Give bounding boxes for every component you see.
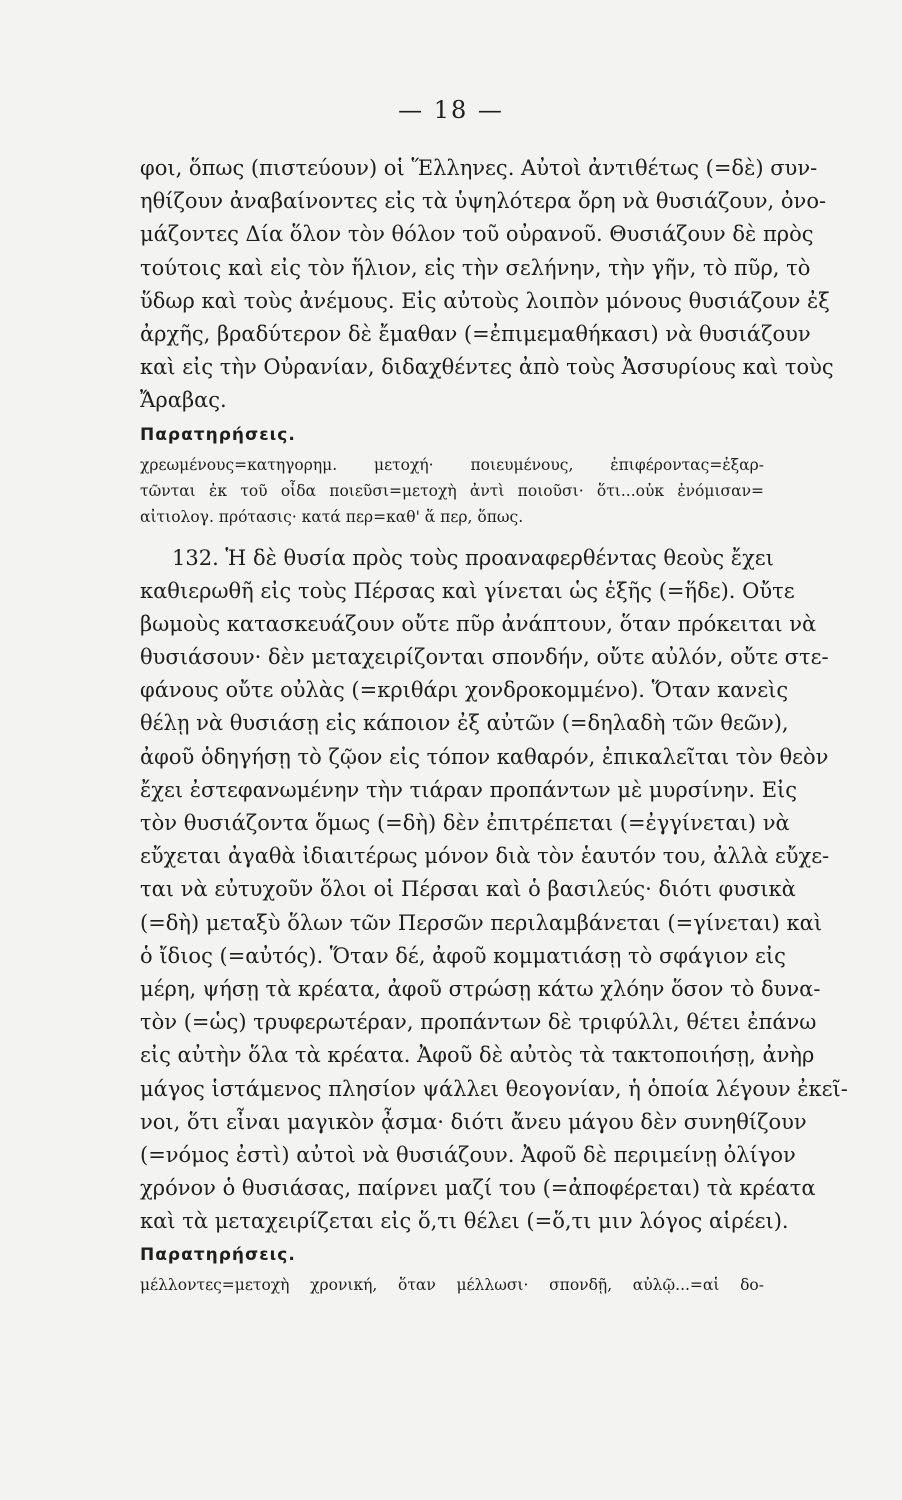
- text-line: φοι, ὅπως (πιστεύουν) οἱ Ἕλληνες. Αὐτοὶ ἀντιθέτως (=δὲ) συν-: [140, 156, 818, 180]
- text-line: φάνους οὔτε οὐλὰς (=κριθάρι χονδροκομμένο). Ὅταν κανεὶς: [140, 678, 789, 703]
- text-line: νοι, ὅτι εἶναι μαγικὸν ᾆσμα· διότι ἄνευ μάγου δὲν συνηθίζουν: [140, 1109, 807, 1134]
- text-line: καθιερωθῆ εἰς τοὺς Πέρσας καὶ γίνεται ὡς ἑξῆς (=ἥδε). Οὔτε: [140, 578, 795, 603]
- notes-block: [140, 1272, 764, 1298]
- text-line: μάζοντες Δία ὅλον τὸν θόλον τοῦ οὐρανοῦ. Θυσιάζουν δὲ πρὸς: [140, 222, 814, 247]
- observations-heading: Παρατηρήσεις.: [140, 1245, 296, 1266]
- text-line: θέλῃ νὰ θυσιάσῃ εἰς κάποιον ἐξ αὐτῶν (=δηλαδὴ τῶν θεῶν),: [140, 711, 789, 736]
- text-line: τὸν θυσιάζοντα ὅμως (=δὴ) δὲν ἐπιτρέπεται (=ἐγγίνεται) νὰ: [140, 811, 790, 835]
- text-line: χρόνον ὁ θυσιάσας, παίρνει μαζί του (=ἀποφέρεται) τὰ κρέατα: [140, 1176, 816, 1201]
- text-line: ἀρχῆς, βραδύτερον δὲ ἔμαθαν (=ἐπιμεμαθήκασι) νὰ θυσιάζουν: [140, 321, 811, 346]
- text-line: 132. Ἡ δὲ θυσία πρὸς τοὺς προαναφερθέντας θεοὺς ἔχει: [172, 545, 774, 570]
- paragraph: [140, 542, 848, 1239]
- paragraph: [140, 152, 834, 418]
- text-line: ὕδωρ καὶ τοὺς ἀνέμους. Εἰς αὐτοὺς λοιπὸν μόνους θυσιάζουν ἐξ: [140, 288, 830, 313]
- page-body: [140, 152, 848, 1298]
- text-line: εὔχεται ἀγαθὰ ἰδιαιτέρως μόνον διὰ τὸν ἑαυτόν του, ἀλλὰ εὔχε-: [140, 844, 830, 869]
- text-line: τὸν (=ὡς) τρυφερωτέραν, προπάντων δὲ τριφύλλι, θέτει ἐπάνω: [140, 1010, 817, 1035]
- text-line: ἔχει ἐστεφανωμένην τὴν τιάραν προπάντων μὲ μυρσίνην. Εἰς: [140, 777, 798, 802]
- note-line: μέλλοντες=μετοχὴ χρονική, ὅταν μέλλωσι· σπονδῇ, αὐλῷ...=αἱ δο-: [140, 1276, 764, 1295]
- text-line: ὁ ἴδιος (=αὐτός). Ὅταν δέ, ἀφοῦ κομματιάσῃ τὸ σφάγιον εἰς: [140, 943, 786, 968]
- spacer: [140, 530, 764, 542]
- text-line: καὶ εἰς τὴν Οὐρανίαν, διδαχθέντες ἀπὸ τοὺς Ἀσσυρίους καὶ τοὺς: [140, 355, 834, 380]
- text-line: ται νὰ εὐτυχοῦν ὅλοι οἱ Πέρσαι καὶ ὁ βασιλεύς· διότι φυσικὰ: [140, 877, 796, 902]
- notes-block: [140, 452, 764, 530]
- text-line: εἰς αὐτὴν ὅλα τὰ κρέατα. Ἀφοῦ δὲ αὐτὸς τὰ τακτοποιήσῃ, ἀνὴρ: [140, 1043, 815, 1068]
- text-line: (=νόμος ἐστὶ) αὐτοὶ νὰ θυσιάζουν. Ἀφοῦ δὲ περιμείνῃ ὀλίγον: [140, 1142, 796, 1167]
- text-line: βωμοὺς κατασκευάζουν οὔτε πῦρ ἀνάπτουν, ὅταν πρόκειται νὰ: [140, 611, 817, 636]
- text-line: Ἄραβας.: [140, 388, 227, 413]
- text-line: ηθίζουν ἀναβαίνοντες εἰς τὰ ὑψηλότερα ὄρη νὰ θυσιάζουν, ὀνο-: [140, 189, 827, 214]
- observations-heading: Παρατηρήσεις.: [140, 424, 296, 445]
- text-line: καὶ τὰ μεταχειρίζεται εἰς ὅ,τι θέλει (=ὅ,τι μιν λόγος αἱρέει).: [140, 1209, 789, 1234]
- text-line: τούτοις καὶ εἰς τὸν ἥλιον, εἰς τὴν σελήνην, τὴν γῆν, τὸ πῦρ, τὸ: [140, 255, 811, 280]
- text-line: (=δὴ) μεταξὺ ὅλων τῶν Περσῶν περιλαμβάνεται (=γίνεται) καὶ: [140, 910, 823, 935]
- note-line: αἰτιολογ. πρότασις· κατά περ=καθ' ἅ περ, ὅπως.: [140, 507, 524, 526]
- text-line: ἀφοῦ ὁδηγήσῃ τὸ ζῷον εἰς τόπον καθαρόν, ἐπικαλεῖται τὸν θεὸν: [140, 744, 829, 769]
- text-line: θυσιάσουν· δὲν μεταχειρίζονται σπονδήν, οὔτε αὐλόν, οὔτε στε-: [140, 645, 829, 670]
- note-line: τῶνται ἐκ τοῦ οἶδα ποιεῦσι=μετοχὴ ἀντὶ ποιοῦσι· ὅτι...οὐκ ἐνόμισαν=: [140, 481, 764, 500]
- page-number: — 18 —: [398, 96, 504, 124]
- text-line: μάγος ἱστάμενος πλησίον ψάλλει θεογονίαν, ἡ ὁποία λέγουν ἐκεῖ-: [140, 1076, 848, 1101]
- text-line: μέρη, ψήσῃ τὰ κρέατα, ἀφοῦ στρώσῃ κάτω χλόην ὅσον τὸ δυνα-: [140, 976, 821, 1001]
- note-line: χρεωμένους=κατηγορημ. μετοχή· ποιευμένους, ἐπιφέροντας=ἐξαρ-: [140, 455, 764, 474]
